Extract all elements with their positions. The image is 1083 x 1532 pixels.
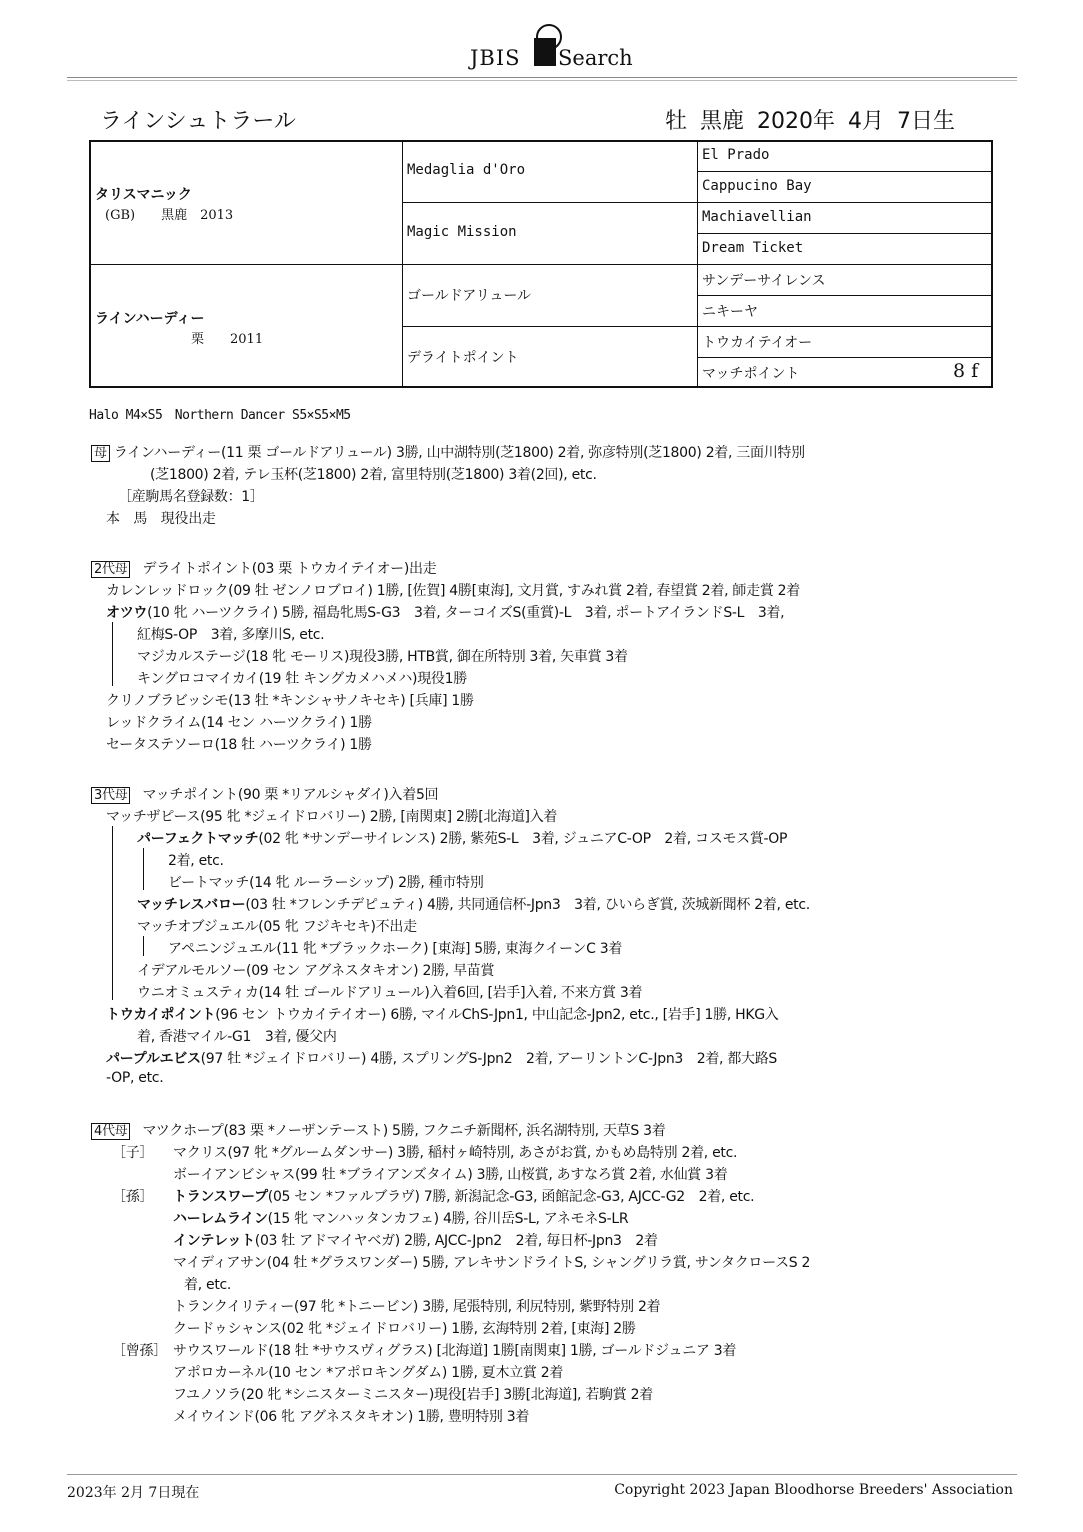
dam-dam: デライトポイント (407, 350, 519, 366)
list-item: セータステソーロ(18 牡 ハーツクライ) 1勝 (106, 737, 372, 753)
list-item: カレンレッドロック(09 牡 ゼンノロブロイ) 1勝, [佐賀] 4勝[東海], 文月賞, すみれ賞 2着, 春望賞 2着, 師走賞 2着 (106, 583, 800, 599)
list-item: トランクイリティー(97 牝 *トニービン) 3勝, 尾張特別, 利尻特別, 紫野特別 2着 (173, 1299, 661, 1315)
sire-details: (GB) 黒鹿 2013 (105, 208, 234, 223)
list-item-cont: 着, 香港マイル-G1 3着, 優父内 (137, 1029, 337, 1045)
descendant-bar (112, 622, 113, 686)
horse-name: ラインシュトラール (100, 109, 296, 134)
sds: Machiavellian (702, 209, 812, 225)
list-item: クリノブラビッシモ(13 牡 *キンシャサノキセキ) [兵庫] 1勝 (106, 693, 474, 709)
dam-foals-count: ［産駒馬名登録数：1］ (118, 489, 264, 505)
list-item: マクリス(97 牝 *グルームダンサー) 3勝, 稲村ヶ崎特別, あさがお賞, かもめ島特別 2着, etc. (173, 1145, 738, 1161)
as-of-date: 2023年 2月 7日現在 (67, 1485, 200, 1501)
ddd: マッチポイント (702, 366, 800, 382)
ssd: Cappucino Bay (702, 178, 812, 194)
third-dam-tag: 3代母 (91, 787, 130, 804)
dsd: ニキーヤ (702, 304, 758, 320)
dam-record-line2: (芝1800) 2着, テレ玉杯(芝1800) 2着, 富里特別(芝1800) 3着(2回), etc. (150, 467, 597, 483)
great-grandchildren-label: ［曾孫］ (112, 1343, 167, 1359)
list-item: パーフェクトマッチ(02 牝 *サンデーサイレンス) 2勝, 紫苑S-L 3着, ジュニアC-OP 2着, コスモス賞-OP (137, 831, 788, 847)
sire-name: タリスマニック (95, 187, 192, 203)
grandchildren-label: ［孫］ (112, 1189, 154, 1205)
list-item: マッチレスバロー(03 牡 *フレンチデピュティ) 4勝, 共同通信杯-Jpn3 3着, ひいらぎ賞, 茨城新聞杯 2着, etc. (137, 897, 810, 913)
logo-text-jbis: JBIS (470, 46, 521, 70)
copyright: Copyright 2023 Japan Bloodhorse Breeders' Association (614, 1482, 1013, 1498)
sdd: Dream Ticket (702, 240, 804, 256)
list-item: ビートマッチ(14 牝 ルーラーシップ) 2勝, 種市特別 (168, 875, 484, 891)
dss: サンデーサイレンス (702, 273, 826, 289)
list-item-cont: 着, etc. (184, 1277, 232, 1293)
list-item: マジカルステージ(18 牝 モーリス)現役3勝, HTB賞, 御在所特別 3着, 矢車賞 3着 (137, 649, 628, 665)
list-item: マッチオブジュエル(05 牝 フジキセキ)不出走 (137, 919, 417, 935)
third-dam-head: 3代母 マッチポイント(90 栗 *リアルシャダイ)入着5回 (91, 784, 438, 804)
self-status: 本 馬 現役出走 (106, 511, 216, 527)
dam-cell (95, 308, 263, 347)
list-item: ハーレムライン(15 牝 マンハッタンカフェ) 4勝, 谷川岳S-L, アネモネS-LR (173, 1211, 629, 1227)
list-item: サウスワールド(18 牡 *サウスヴィグラス) [北海道] 1勝[南関東] 1勝, ゴールドジュニア 3着 (173, 1343, 737, 1359)
header-divider-secondary (67, 80, 1017, 81)
list-item-cont: -OP, etc. (106, 1070, 164, 1086)
jbis-search-logo (470, 24, 640, 74)
list-item: クードゥシャンス(02 牝 *ジェイドロバリー) 1勝, 玄海特別 2着, [東海] 2勝 (173, 1321, 636, 1337)
list-item: アポロカーネル(10 セン *アポロキングダム) 1勝, 夏木立賞 2着 (173, 1365, 564, 1381)
list-item: パープルエビス(97 牡 *ジェイドロバリー) 4勝, スプリングS-Jpn2 2着, アーリントンC-Jpn3 2着, 都大路S (106, 1051, 778, 1067)
list-item: トランスワープ(05 セン *ファルブラヴ) 7勝, 新潟記念-G3, 函館記念-G3, AJCC-G2 2着, etc. (173, 1189, 755, 1205)
descendant-bar (112, 826, 113, 1000)
dam-details: 栗 2011 (191, 332, 264, 347)
sire-cell (95, 184, 233, 223)
family-number: 8 f (953, 360, 979, 382)
list-item-cont: 2着, etc. (168, 853, 224, 869)
list-item: レッドクライム(14 セン ハーツクライ) 1勝 (106, 715, 372, 731)
list-item: オツウ(10 牝 ハーツクライ) 5勝, 福島牝馬S-G3 3着, ターコイズS(重賞)-L 3着, ポートアイランドS-L 3着, (106, 605, 785, 621)
list-item: マイディアサン(04 牡 *グラスワンダー) 5勝, アレキサンドライトS, シャングリラ賞, サンタクロースS 2 (173, 1255, 811, 1271)
list-item: ボーイアンビシャス(99 牡 *ブライアンズタイム) 3勝, 山桜賞, あすなろ賞 2着, 水仙賞 3着 (173, 1167, 728, 1183)
sire-dam: Magic Mission (407, 224, 517, 240)
list-item: フユノソラ(20 牝 *シニスターミニスター)現役[岩手] 3勝[北海道], 若駒賞 2着 (173, 1387, 653, 1403)
dam-tag: 母 (91, 445, 110, 462)
logo-text-search: Search (558, 46, 633, 70)
second-dam-head: 2代母 デライトポイント(03 栗 トウカイテイオー)出走 (91, 558, 436, 578)
list-item: キングロコマイカイ(19 牡 キングカメハメハ)現役1勝 (137, 671, 467, 687)
footer-divider (67, 1474, 1017, 1475)
children-label: ［子］ (112, 1145, 154, 1161)
list-item: インテレット(03 牡 アドマイヤベガ) 2勝, AJCC-Jpn2 2着, 毎日杯-Jpn3 2着 (173, 1233, 658, 1249)
list-item: アペニンジュエル(11 牝 *ブラックホーク) [東海] 5勝, 東海クイーンC 3着 (168, 941, 623, 957)
inbreeding-info: Halo M4×S5 Northern Dancer S5×S5×M5 (89, 408, 351, 423)
list-item: メイウインド(06 牝 アグネスタキオン) 1勝, 豊明特別 3着 (173, 1409, 530, 1425)
horse-info: 牡 黒鹿 2020年 4月 7日生 (665, 109, 955, 134)
sire-sire: Medaglia d'Oro (407, 162, 526, 178)
dds: トウカイテイオー (702, 335, 813, 351)
fourth-dam-head: 4代母 マツクホープ(83 栗 *ノーザンテースト) 5勝, フクニチ新聞杯, 浜名湖特別, 天草S 3着 (91, 1120, 665, 1140)
sss: El Prado (702, 147, 770, 163)
list-item: マッチザピース(95 牝 *ジェイドロバリー) 2勝, [南関東] 2勝[北海道]入着 (106, 809, 558, 825)
dam-name: ラインハーディー (95, 311, 205, 327)
descendant-bar (143, 848, 144, 890)
list-item: ウニオミュスティカ(14 牡 ゴールドアリュール)入着6回, [岩手]入着, 不来方賞 3着 (137, 985, 643, 1001)
descendant-bar (143, 936, 144, 956)
header-divider (67, 77, 1017, 78)
dam-sire: ゴールドアリュール (407, 288, 532, 304)
second-dam-tag: 2代母 (91, 561, 130, 578)
list-item-cont: 紅梅S-OP 3着, 多摩川S, etc. (137, 627, 325, 643)
pedigree-table (89, 140, 993, 388)
list-item: イデアルモルソー(09 セン アグネスタキオン) 2勝, 早苗賞 (137, 963, 495, 979)
list-item: トウカイポイント(96 セン トウカイテイオー) 6勝, マイルChS-Jpn1, 中山記念-Jpn2, etc., [岩手] 1勝, HKG入 (106, 1007, 779, 1023)
horse-silhouette-icon (534, 38, 556, 66)
fourth-dam-tag: 4代母 (91, 1123, 130, 1140)
dam-record-line1: 母 ラインハーディー(11 栗 ゴールドアリュール) 3勝, 山中湖特別(芝1800) 2着, 弥彦特別(芝1800) 2着, 三面川特別 (91, 442, 805, 462)
